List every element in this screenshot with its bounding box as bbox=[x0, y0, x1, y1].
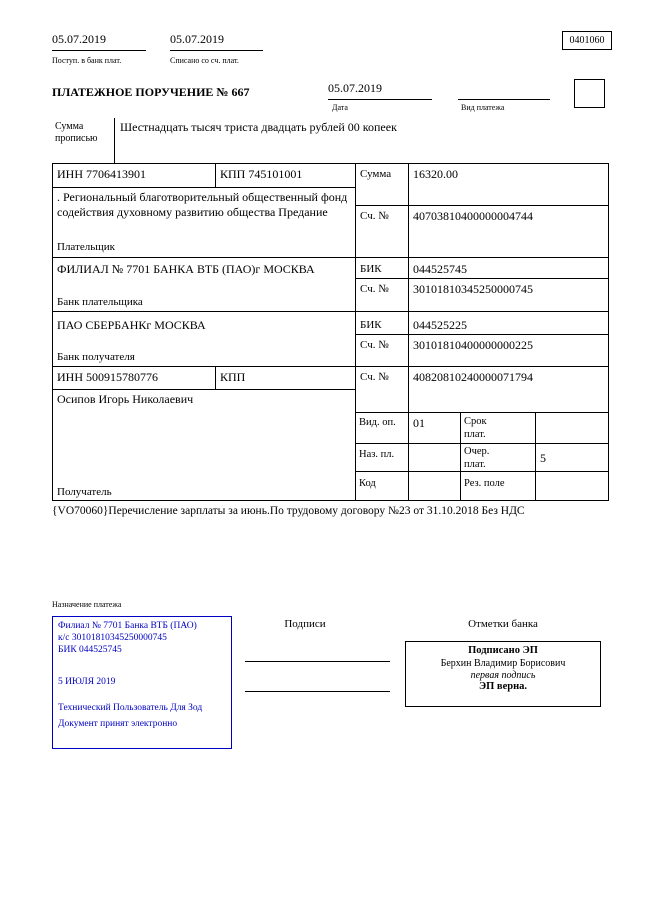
debited-date-field bbox=[170, 32, 263, 51]
grid-line-under-payee-bik bbox=[355, 334, 609, 335]
stamp-status: Документ принят электронно bbox=[58, 719, 178, 729]
amount-value: 16320.00 bbox=[413, 167, 458, 181]
grid-line-inn-kpp-divider bbox=[215, 163, 216, 187]
payee-bank-bik-value: 044525225 bbox=[413, 318, 467, 332]
grid-line-under-payer bbox=[52, 257, 609, 258]
stamp-signer-name: Берхин Владимир Борисович bbox=[440, 658, 566, 669]
payer-account-label: Сч. № bbox=[360, 210, 389, 222]
amount-label: Сумма bbox=[360, 168, 392, 180]
payee-name: Осипов Игорь Николаевич bbox=[57, 392, 194, 406]
grid-line-under-payee-bank bbox=[52, 366, 609, 367]
code-label: Код bbox=[359, 478, 376, 489]
stamp-corr-account: к/с 30101810345250000745 bbox=[58, 633, 167, 643]
stamp-signer-role: первая подпись bbox=[470, 670, 536, 681]
payment-kind-field bbox=[458, 81, 550, 100]
signature-line-1 bbox=[245, 661, 390, 662]
amount-words-label: Сумма прописью bbox=[55, 121, 98, 144]
payer-bank-name: ФИЛИАЛ № 7701 БАНКА ВТБ (ПАО)г МОСКВА bbox=[57, 262, 315, 276]
bank-marks-label: Отметки банка bbox=[468, 618, 538, 630]
payer-bank-account-value: 30101810345250000745 bbox=[413, 282, 533, 296]
grid-line-under-payer-bik bbox=[355, 278, 609, 279]
payer-bank-bik-label: БИК bbox=[360, 263, 382, 275]
payee-account-label: Сч. № bbox=[360, 371, 389, 383]
payee-bank-name: ПАО СБЕРБАНКг МОСКВА bbox=[57, 318, 206, 332]
op-kind-label: Вид. оп. bbox=[359, 417, 396, 428]
signature-stamp-box bbox=[405, 641, 601, 707]
payee-bank-account-label: Сч. № bbox=[360, 339, 389, 351]
grid-line-main-divider bbox=[355, 163, 356, 500]
grid-line-optable-row1 bbox=[355, 443, 609, 444]
document-date-value: 05.07.2019 bbox=[328, 81, 382, 95]
signatures-label: Подписи bbox=[284, 618, 326, 630]
payer-inn: ИНН 7706413901 bbox=[57, 167, 146, 181]
grid-line-under-payee-inn bbox=[52, 389, 355, 390]
stamp-bank-name: Филиал № 7701 Банка ВТБ (ПАО) bbox=[58, 621, 197, 631]
received-date-value: 05.07.2019 bbox=[52, 32, 106, 46]
grid-line-under-amount bbox=[355, 205, 609, 206]
stamp-user: Технический Пользователь Для Зод bbox=[58, 703, 203, 713]
debited-date-value: 05.07.2019 bbox=[170, 32, 224, 46]
payee-bank-bik-label: БИК bbox=[360, 319, 382, 331]
amount-words-divider-line bbox=[114, 118, 115, 163]
document-title: ПЛАТЕЖНОЕ ПОРУЧЕНИЕ № 667 bbox=[52, 85, 250, 99]
received-date-field bbox=[52, 32, 146, 51]
payer-account-value: 40703810400000004744 bbox=[413, 209, 533, 223]
payee-bank-account-value: 30101810400000000225 bbox=[413, 338, 533, 352]
stamp-bik: БИК 044525745 bbox=[58, 645, 122, 655]
grid-line-table-top bbox=[52, 163, 609, 164]
signature-line-2 bbox=[245, 691, 390, 692]
payee-section-label: Получатель bbox=[57, 486, 112, 498]
received-date-label: Поступ. в банк плат. bbox=[52, 56, 122, 65]
stamp-title: Подписано ЭП bbox=[468, 645, 538, 656]
document-date-label: Дата bbox=[332, 103, 348, 112]
payee-bank-section-label: Банк получателя bbox=[57, 351, 135, 363]
grid-line-optable-v1 bbox=[460, 412, 461, 500]
grid-line-optable-row2 bbox=[355, 471, 609, 472]
grid-line-optable-top bbox=[355, 412, 609, 413]
op-kind-value: 01 bbox=[413, 416, 425, 430]
payer-bank-account-label: Сч. № bbox=[360, 283, 389, 295]
payee-account-value: 40820810240000071794 bbox=[413, 370, 533, 384]
stamp-date: 5 ИЮЛЯ 2019 bbox=[58, 677, 116, 687]
payer-bank-bik-value: 044525745 bbox=[413, 262, 467, 276]
purpose-code-label: Наз. пл. bbox=[359, 449, 395, 460]
grid-line-table-bottom bbox=[52, 500, 609, 501]
grid-line-under-inn bbox=[52, 187, 355, 188]
pay-term-label: Срок плат. bbox=[464, 416, 487, 440]
grid-line-label-value-divider bbox=[408, 163, 409, 500]
form-code-box: 0401060 bbox=[562, 31, 612, 50]
reserve-field-label: Рез. поле bbox=[464, 478, 505, 489]
pay-order-value: 5 bbox=[540, 451, 546, 465]
payee-kpp-label: КПП bbox=[220, 370, 246, 384]
payer-kpp: КПП 745101001 bbox=[220, 167, 303, 181]
amount-words-value: Шестнадцать тысяч триста двадцать рублей 00 копеек bbox=[120, 120, 397, 134]
grid-line-right-border bbox=[608, 163, 609, 500]
payment-purpose-text: {VO70060}Перечисление зарплаты за июнь.По трудовому договору №23 от 31.10.2018 Без НДС bbox=[52, 505, 525, 517]
grid-line-under-payer-bank bbox=[52, 311, 609, 312]
payer-bank-section-label: Банк плательщика bbox=[57, 296, 143, 308]
grid-line-payee-inn-kpp-divider bbox=[215, 366, 216, 389]
grid-line-left-border bbox=[52, 163, 53, 500]
document-date-field bbox=[328, 81, 432, 100]
debited-date-label: Списано со сч. плат. bbox=[170, 56, 239, 65]
pay-order-label: Очер. плат. bbox=[464, 446, 490, 470]
payee-inn: ИНН 500915780776 bbox=[57, 370, 158, 384]
grid-line-optable-v2 bbox=[535, 412, 536, 500]
payment-kind-label: Вид платежа bbox=[461, 103, 505, 112]
payment-kind-box bbox=[574, 79, 605, 108]
payer-section-label: Плательщик bbox=[57, 241, 115, 253]
bank-acceptance-stamp bbox=[52, 616, 232, 749]
stamp-verdict: ЭП верна. bbox=[478, 681, 527, 692]
payer-name: . Региональный благотворительный общественный фонд содействия духовному развитию общества Предание bbox=[57, 190, 348, 219]
payment-purpose-label: Назначение платежа bbox=[52, 600, 122, 609]
